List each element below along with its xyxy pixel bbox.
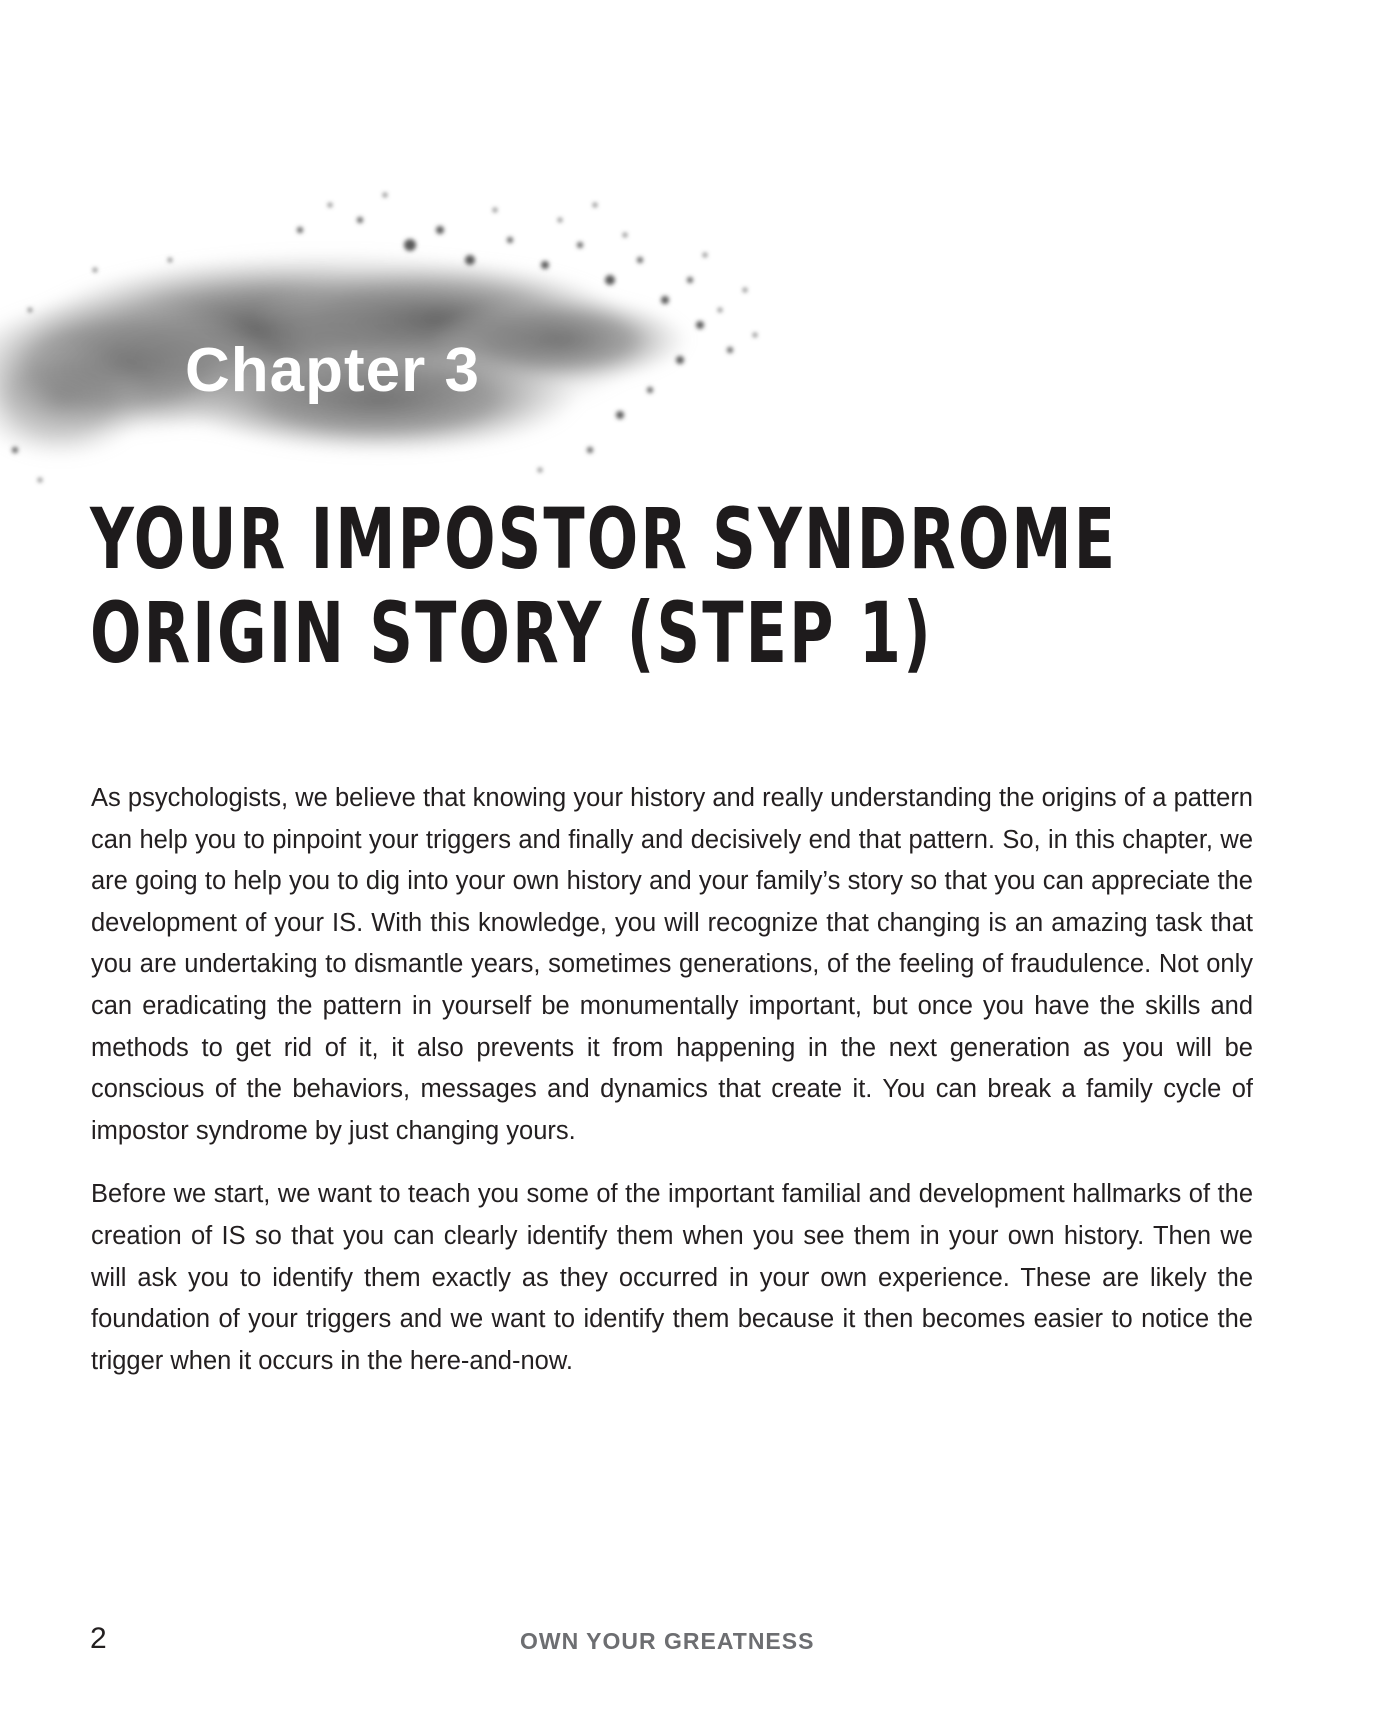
page-number: 2: [90, 1622, 107, 1655]
chapter-title-line: ORIGIN STORY (STEP 1): [90, 584, 933, 682]
running-title: OWN YOUR GREATNESS: [520, 1628, 815, 1654]
chapter-label: Chapter 3: [185, 336, 480, 405]
paragraph: As psychologists, we believe that knowing your history and really understanding the origins of a pattern can help you to pinpoint your triggers and finally and decisively end that pattern. So, in this chapter, we are going to help you to dig into your own history and your family’s story so that you can appreciate the development of your IS. With this knowledge, you will recognize that changing is an amazing task that you are undertaking to dismantle years, sometimes generations, of the feeling of fraudulence. Not only can eradicating the pattern in yourself be monumentally important, but once you have the skills and methods to get rid of it, it also prevents it from happening in the next generation as you will be conscious of the behaviors, messages and dynamics that create it. You can break a family cycle of impostor syndrome by just changing yours.: [91, 784, 1253, 1145]
body-text: [91, 778, 1253, 1404]
paragraph: Before we start, we want to teach you some of the important familial and development hallmarks of the creation of IS so that you can clearly identify them when you see them in your own history. Then we will ask you to identify them exactly as they occurred in your own experience. These are likely the foundation of your triggers and we want to identify them because it then becomes easier to notice the trigger when it occurs in the here-and-now.: [91, 1180, 1253, 1375]
chapter-title: [90, 490, 1118, 682]
chapter-title-line: YOUR IMPOSTOR SYNDROME: [90, 490, 1118, 588]
